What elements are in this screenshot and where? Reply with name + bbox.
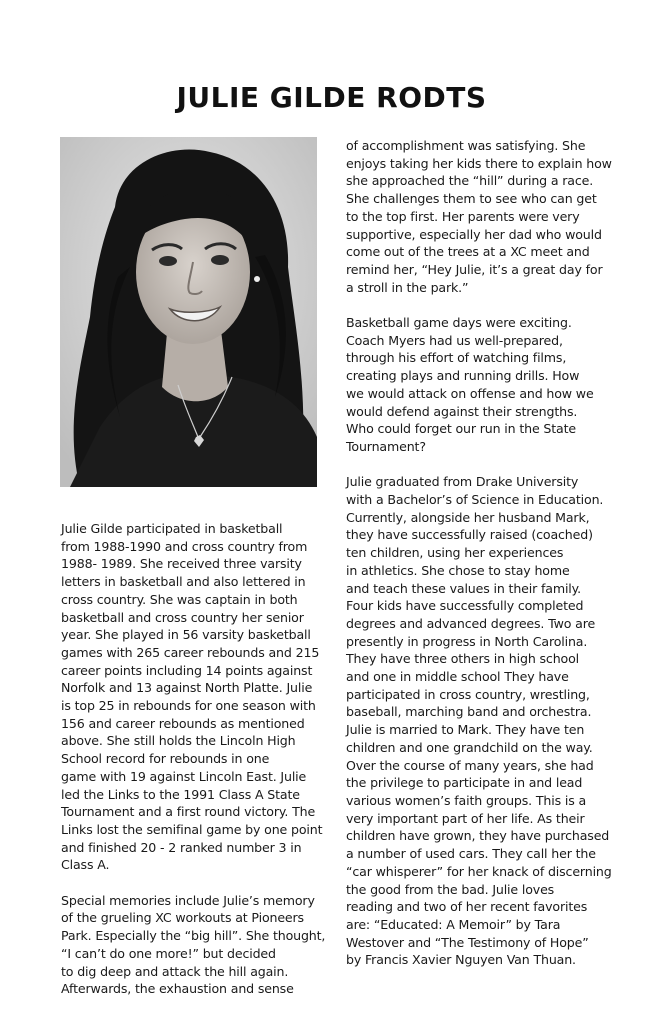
text-line: come out of the trees at a XC meet and (346, 244, 590, 260)
left-column (61, 520, 325, 998)
paragraph-stats (61, 520, 325, 874)
text-line: Basketball game days were exciting. (346, 315, 572, 331)
text-line: Currently, alongside her husband Mark, (346, 509, 590, 525)
portrait-photo (60, 137, 317, 487)
text-line: led the Links to the 1991 Class A State (61, 786, 300, 802)
text-line: and one in middle school They have (346, 669, 569, 685)
paragraph-life (346, 473, 612, 969)
text-line: basketball and cross country her senior (61, 609, 304, 625)
text-line: with a Bachelor’s of Science in Education. (346, 492, 604, 508)
text-line: by Francis Xavier Nguyen Van Thuan. (346, 952, 576, 968)
text-line: Coach Myers had us well-prepared, (346, 332, 563, 348)
text-line: of accomplishment was satisfying. She (346, 138, 586, 153)
text-line: from 1988-1990 and cross country from (61, 538, 308, 554)
text-line: she approached the “hill” during a race. (346, 173, 594, 189)
text-line: to dig deep and attack the hill again. (61, 963, 289, 979)
text-line: creating plays and running drills. How (346, 368, 580, 384)
text-line: cross country. She was captain in both (61, 591, 298, 607)
text-line: She challenges them to see who can get (346, 191, 597, 207)
text-line: would defend against their strengths. (346, 403, 578, 419)
text-line: the privilege to participate in and lead (346, 775, 583, 791)
text-line: remind her, “Hey Julie, it’s a great day for (346, 261, 603, 277)
text-line: through his effort of watching films, (346, 350, 567, 366)
text-line: Westover and “The Testimony of Hope” (346, 934, 589, 950)
text-line: Julie graduated from Drake University (346, 474, 579, 490)
text-line: of the grueling XC workouts at Pioneers (61, 910, 304, 926)
text-line: Four kids have successfully completed (346, 598, 584, 614)
page-title: JULIE GILDE RODTS (176, 80, 487, 114)
text-line: “car whisperer” for her knack of discerning (346, 863, 612, 879)
text-line: Links lost the semifinal game by one point (61, 821, 323, 837)
text-line: various women’s faith groups. This is a (346, 792, 587, 808)
paragraph-memories-continued (346, 137, 612, 296)
text-line: participated in cross country, wrestling, (346, 686, 590, 702)
text-line: very important part of her life. As their (346, 810, 585, 826)
text-line: are: “Educated: A Memoir” by Tara (346, 916, 561, 932)
text-line: 156 and career rebounds as mentioned (61, 715, 305, 731)
paragraph-memories (61, 892, 325, 998)
text-line: They have three others in high school (346, 651, 579, 667)
text-line: Class A. (61, 857, 110, 873)
text-line: Park. Especially the “big hill”. She thought, (61, 928, 326, 944)
text-line: ten children, using her experiences (346, 545, 564, 561)
text-line: Norfolk and 13 against North Platte. Julie (61, 680, 313, 696)
text-line: children have grown, they have purchased (346, 828, 610, 844)
text-line: games with 265 career rebounds and 215 (61, 644, 320, 660)
portrait-photo-icon (60, 137, 317, 487)
text-line: baseball, marching band and orchestra. (346, 704, 592, 720)
text-line: we would attack on offense and how we (346, 385, 594, 401)
text-line: Who could forget our run in the State (346, 421, 576, 437)
text-line: is top 25 in rebounds for one season with (61, 698, 316, 714)
text-line: letters in basketball and also lettered in (61, 574, 306, 590)
text-line: in athletics. She chose to stay home (346, 562, 570, 578)
text-line: Tournament? (346, 438, 426, 454)
text-line: Over the course of many years, she had (346, 757, 594, 773)
text-line: “I can’t do one more!” but decided (61, 945, 276, 961)
text-line: enjoys taking her kids there to explain how (346, 155, 612, 171)
text-line: Special memories include Julie’s memory (61, 892, 315, 908)
text-line: and teach these values in their family. (346, 580, 582, 596)
text-line: children and one grandchild on the way. (346, 739, 593, 755)
text-line: degrees and advanced degrees. Two are (346, 615, 596, 631)
right-column (346, 137, 612, 969)
text-line: to the top first. Her parents were very (346, 208, 580, 224)
paragraph-basketball (346, 314, 608, 456)
text-line: Julie Gilde participated in basketball (61, 521, 283, 536)
text-line: School record for rebounds in one (61, 751, 270, 767)
text-line: reading and two of her recent favorites (346, 899, 588, 915)
text-line: presently in progress in North Carolina. (346, 633, 588, 649)
text-line: Afterwards, the exhaustion and sense (61, 981, 294, 997)
text-line: year. She played in 56 varsity basketball (61, 627, 311, 643)
text-line: game with 19 against Lincoln East. Julie (61, 768, 307, 784)
text-line: supportive, especially her dad who would (346, 226, 602, 242)
text-line: Julie is married to Mark. They have ten (346, 722, 585, 738)
text-line: career points including 14 points against (61, 662, 313, 678)
text-line: above. She still holds the Lincoln High (61, 733, 296, 749)
text-line: they have successfully raised (coached) (346, 527, 593, 543)
text-line: a stroll in the park.” (346, 279, 469, 295)
text-line: the good from the bad. Julie loves (346, 881, 555, 897)
text-line: 1988- 1989. She received three varsity (61, 556, 302, 572)
text-line: Tournament and a first round victory. The (61, 804, 316, 820)
text-line: a number of used cars. They call her the (346, 846, 596, 862)
text-line: and finished 20 - 2 ranked number 3 in (61, 839, 302, 855)
